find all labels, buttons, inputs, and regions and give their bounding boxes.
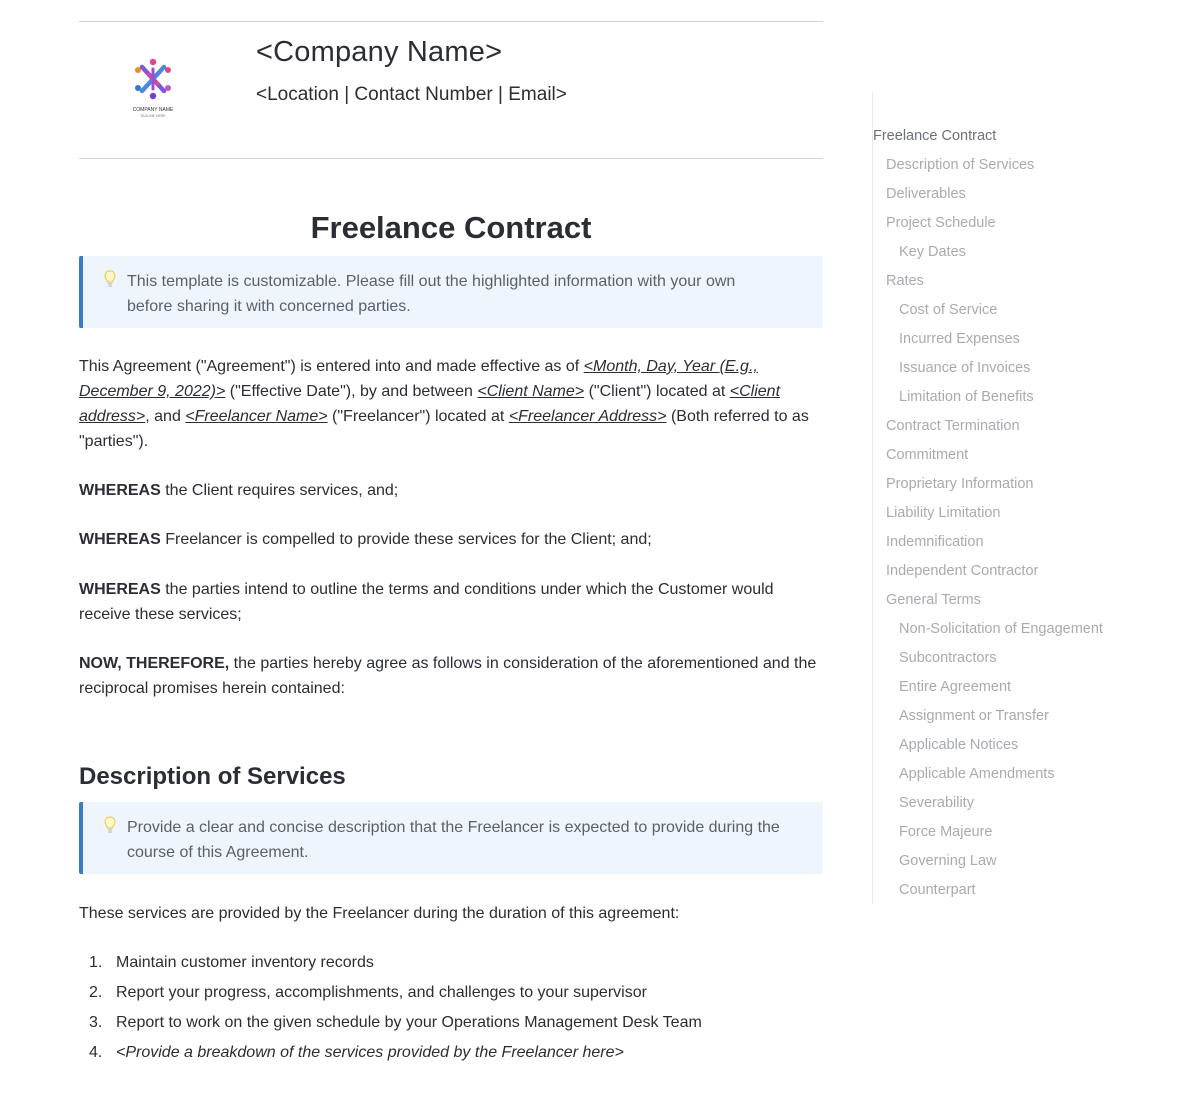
template-callout — [79, 256, 823, 328]
toc-item-assignment-or-transfer[interactable]: Assignment or Transfer — [899, 708, 1049, 724]
toc-item-general-terms[interactable]: General Terms — [886, 592, 981, 608]
client-name-placeholder[interactable]: <Client Name> — [477, 383, 585, 400]
toc-item-limitation-of-benefits[interactable]: Limitation of Benefits — [899, 389, 1034, 405]
document-title: Freelance Contract — [310, 210, 592, 245]
toc-item-non-solicitation[interactable]: Non-Solicitation of Engagement — [899, 621, 1103, 637]
company-logo — [127, 52, 179, 122]
toc-item-governing-law[interactable]: Governing Law — [899, 853, 997, 869]
services-callout — [79, 802, 823, 874]
toc-item-project-schedule[interactable]: Project Schedule — [886, 215, 996, 231]
toc-item-rates[interactable]: Rates — [886, 273, 924, 289]
whereas-clause-1: WHEREAS the Client requires services, and; — [79, 482, 399, 499]
services-list — [79, 950, 823, 1070]
callout-text: Provide a clear and concise description that the Freelancer is expected to provide during the course of this Agreement. — [127, 819, 780, 861]
freelancer-name-placeholder[interactable]: <Freelancer Name> — [185, 408, 328, 425]
toc-item-indemnification[interactable]: Indemnification — [886, 534, 984, 550]
toc-item-applicable-amendments[interactable]: Applicable Amendments — [899, 766, 1055, 782]
toc-item-severability[interactable]: Severability — [899, 795, 974, 811]
toc-item-issuance-of-invoices[interactable]: Issuance of Invoices — [899, 360, 1031, 376]
header-top-divider — [79, 21, 823, 22]
toc-item-description-of-services[interactable]: Description of Services — [886, 157, 1035, 173]
toc-item-deliverables[interactable]: Deliverables — [886, 186, 966, 202]
company-name: <Company Name> — [256, 36, 503, 68]
toc-item-entire-agreement[interactable]: Entire Agreement — [899, 679, 1012, 695]
section-heading-description-of-services: Description of Services — [79, 763, 346, 790]
toc-item-freelance-contract[interactable]: Freelance Contract — [873, 128, 997, 144]
toc-item-liability-limitation[interactable]: Liability Limitation — [886, 505, 1001, 521]
lightbulb-icon — [103, 269, 117, 291]
whereas-clause-2: WHEREAS Freelancer is compelled to provide these services for the Client; and; — [79, 531, 652, 548]
toc-item-subcontractors[interactable]: Subcontractors — [899, 650, 997, 666]
lightbulb-icon — [103, 815, 117, 837]
callout-text: This template is customizable. Please fill out the highlighted information with your own before sharing it with concerned parties. — [127, 273, 736, 315]
toc-item-applicable-notices[interactable]: Applicable Notices — [899, 737, 1019, 753]
list-item: 1. Maintain customer inventory records — [89, 954, 374, 971]
toc-item-key-dates[interactable]: Key Dates — [899, 244, 966, 260]
toc-item-commitment[interactable]: Commitment — [886, 447, 969, 463]
toc-item-cost-of-service[interactable]: Cost of Service — [899, 302, 998, 318]
table-of-contents — [872, 92, 1172, 904]
agreement-intro-paragraph: This Agreement ("Agreement") is entered into and made effective as of <Month, Day, Year (E.g., December 9, 2022)> ("Effective Date"), by and between <Client Name> ("Client") located at <Client address>, and <Freelancer Name> ("Freelancer") located at <Freelancer Address> (Both referred to as "parties"). — [79, 358, 809, 450]
svg-text:TAGLINE HERE: TAGLINE HERE — [140, 114, 166, 118]
toc-item-force-majeure[interactable]: Force Majeure — [899, 824, 993, 840]
effective-date-placeholder[interactable]: <Month, Day, Year (E.g., December 9, 2022)> — [79, 358, 758, 400]
toc-item-proprietary-information[interactable]: Proprietary Information — [886, 476, 1034, 492]
toc-item-counterpart[interactable]: Counterpart — [899, 882, 976, 898]
now-therefore-clause: NOW, THEREFORE, the parties hereby agree as follows in consideration of the aforementioned and the reciprocal promises herein contained: — [79, 655, 817, 697]
client-address-placeholder[interactable]: <Client address> — [79, 383, 781, 425]
svg-text:COMPANY NAME: COMPANY NAME — [132, 107, 174, 113]
header-bottom-divider — [79, 158, 823, 159]
toc-item-contract-termination[interactable]: Contract Termination — [886, 418, 1020, 434]
toc-item-independent-contractor[interactable]: Independent Contractor — [886, 563, 1039, 579]
whereas-clause-3: WHEREAS the parties intend to outline the terms and conditions under which the Customer would receive these services; — [79, 581, 774, 623]
list-item-placeholder[interactable]: 4. <Provide a breakdown of the services provided by the Freelancer here> — [89, 1044, 624, 1061]
company-contact-info: <Location | Contact Number | Email> — [256, 84, 567, 105]
freelancer-address-placeholder[interactable]: <Freelancer Address> — [508, 408, 667, 425]
list-item: 2. Report your progress, accomplishments, and challenges to your supervisor — [89, 984, 647, 1001]
toc-item-incurred-expenses[interactable]: Incurred Expenses — [899, 331, 1020, 347]
services-intro-paragraph: These services are provided by the Freelancer during the duration of this agreement: — [79, 905, 680, 922]
list-item: 3. Report to work on the given schedule by your Operations Management Desk Team — [89, 1014, 702, 1031]
